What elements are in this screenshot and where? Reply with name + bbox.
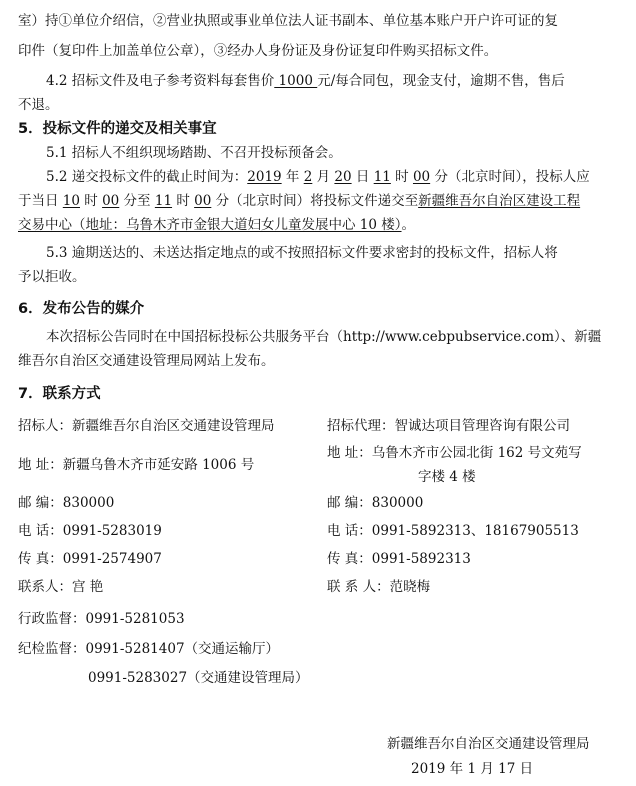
sec4-p1-line2: 印件（复印件上加盖单位公章），③经办人身份证及身份证复印件购买招标文件。 — [18, 43, 498, 59]
sec4-p2-line2: 不退。 — [18, 97, 59, 113]
sec5-p52-line3 — [18, 216, 415, 234]
tenderer-postcode: 邮 编：830000 — [18, 495, 115, 511]
sec5-p52-line2 — [18, 192, 580, 210]
submit-start-hour: 10 — [62, 193, 80, 209]
sec4-p1-line1: 室）持①单位介绍信，②营业执照或事业单位法人证书副本、单位基本账户开户许可证的复 — [18, 13, 558, 29]
footer-org: 新疆维吾尔自治区交通建设管理局 — [387, 736, 590, 752]
submit-address: 交易中心（地址：乌鲁木齐市金银大道妇女儿童发展中心 10 楼） — [18, 217, 402, 233]
deadline-hour: 11 — [373, 169, 391, 185]
sec6-heading: 6．发布公告的媒介 — [18, 301, 145, 317]
sec6-line2: 维吾尔自治区交通建设管理局网站上发布。 — [18, 353, 275, 369]
deadline-day: 20 — [334, 169, 352, 185]
admin-supervision: 行政监督：0991-5281053 — [18, 611, 185, 627]
sec5-p53-line1: 5.3 逾期送达的、未送达指定地点的或不按照招标文件要求密封的投标文件，招标人将 — [46, 245, 558, 261]
tenderer-contact: 联系人：宫 艳 — [18, 579, 104, 595]
submit-start-hour-unit: 时 — [79, 193, 103, 209]
submit-end-hour-unit: 时 — [172, 193, 195, 209]
discipline-supervision-1: 纪检监督：0991-5281407（交通运输厅） — [18, 641, 280, 657]
sec5-heading: 5．投标文件的递交及相关事宜 — [18, 121, 217, 137]
sec5-p53-line2: 予以拒收。 — [18, 269, 86, 285]
submit-end-text: 分（北京时间）将投标文件递交至 — [211, 193, 419, 209]
sec4-price-prefix: 4.2 招标文件及电子参考资料每套售价 — [46, 73, 275, 89]
discipline-supervision-2: 0991-5283027（交通建设管理局） — [88, 670, 309, 686]
agent-line: 招标代理：智诚达项目管理咨询有限公司 — [327, 418, 570, 434]
deadline-month: 2 — [303, 169, 313, 185]
agent-contact: 联 系 人：范晓梅 — [327, 579, 431, 595]
tenderer-phone: 电 话：0991-5283019 — [18, 523, 162, 539]
deadline-year-unit: 年 — [281, 169, 304, 185]
agent-address-line2: 字楼 4 楼 — [418, 469, 476, 485]
footer-date: 2019 年 1 月 17 日 — [411, 761, 534, 777]
submit-end-minute: 00 — [194, 193, 212, 209]
sec6-line1: 本次招标公告同时在中国招标投标公共服务平台（http://www.cebpubservice.com）、新疆 — [46, 329, 602, 345]
agent-address-line1: 地 址：乌鲁木齐市公园北街 162 号文苑写 — [327, 445, 582, 461]
deadline-minute: 00 — [412, 169, 431, 185]
deadline-month-unit: 月 — [312, 169, 335, 185]
submit-end-punct: 。 — [401, 217, 416, 233]
deadline-hour-unit: 时 — [390, 169, 413, 185]
tenderer-address: 地 址：新疆乌鲁木齐市延安路 1006 号 — [18, 457, 255, 473]
deadline-prefix: 5.2 递交投标文件的截止时间为： — [46, 169, 248, 185]
tenderer-fax: 传 真：0991-2574907 — [18, 551, 162, 567]
sec4-price-value: 1000 — [274, 73, 318, 89]
sec7-heading: 7．联系方式 — [18, 386, 101, 402]
submit-place: 新疆维吾尔自治区建设工程 — [418, 193, 581, 209]
submit-end-hour: 11 — [154, 193, 173, 209]
deadline-suffix: 分（北京时间），投标人应 — [430, 169, 590, 185]
submit-start-minute: 00 — [102, 193, 120, 209]
tenderer-line: 招标人：新疆维吾尔自治区交通建设管理局 — [18, 418, 275, 434]
deadline-year: 2019 — [247, 169, 282, 185]
agent-fax: 传 真：0991-5892313 — [327, 551, 471, 567]
submit-start-minute-unit: 分至 — [119, 193, 155, 209]
deadline-day-unit: 日 — [351, 169, 374, 185]
agent-phone: 电 话：0991-5892313、18167905513 — [327, 523, 579, 539]
sec5-p51: 5.1 招标人不组织现场踏勘、不召开投标预备会。 — [46, 145, 342, 161]
sec4-price-suffix: 元/每合同包，现金支付，逾期不售，售后 — [317, 73, 565, 89]
submit-prefix: 于当日 — [18, 193, 63, 209]
sec4-p2-line1 — [46, 72, 565, 90]
agent-postcode: 邮 编：830000 — [327, 495, 424, 511]
sec5-p52-line1 — [46, 168, 590, 186]
